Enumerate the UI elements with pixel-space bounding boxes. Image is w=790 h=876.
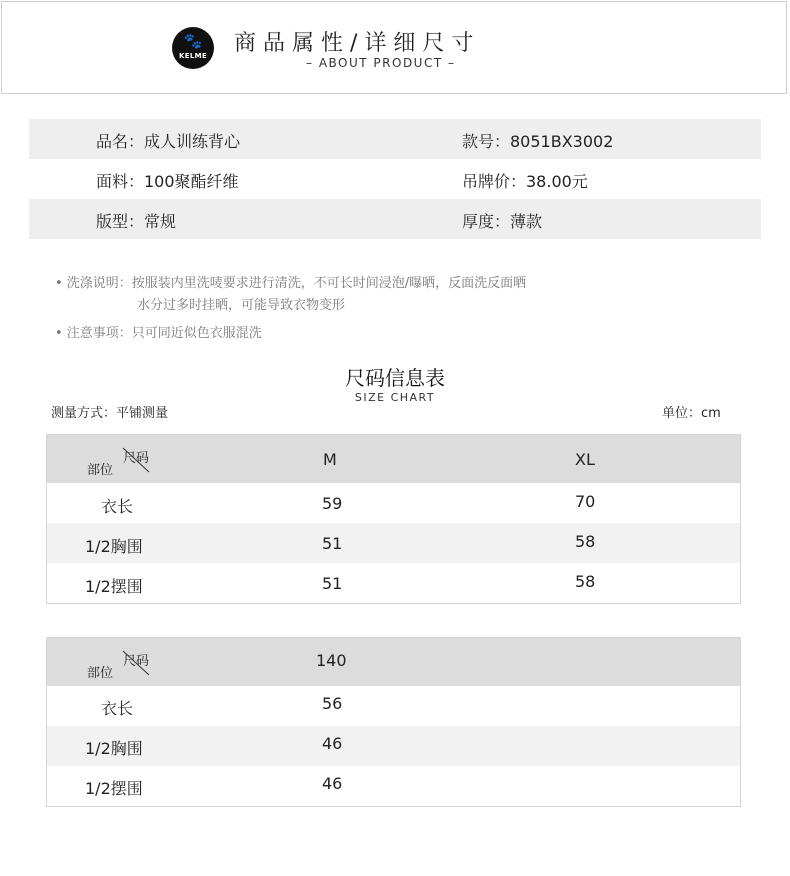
attribute-name: 品名：成人训练背心 <box>96 132 241 151</box>
size-chart-subtitle: SIZE CHART <box>354 391 436 404</box>
size-table-youth <box>46 637 741 807</box>
wash-instructions-cont: 水分过多时挂晒，可能导致衣物变形 <box>137 298 346 313</box>
table-cell: 51 <box>322 574 343 593</box>
corner-size-label: 尺码 <box>123 654 150 669</box>
attribute-code: 款号：8051BX3002 <box>462 132 614 151</box>
part-label: 1/2摆围 <box>85 779 143 798</box>
attribute-price: 吊牌价：38.00元 <box>462 172 588 191</box>
attribute-fit: 版型：常规 <box>96 212 177 231</box>
size-header-m: M <box>323 450 337 469</box>
unit-label: 单位：cm <box>662 406 721 421</box>
kelme-logo <box>172 27 214 69</box>
table-cell: 70 <box>575 492 596 511</box>
table-cell: 46 <box>322 774 343 793</box>
attribute-thickness: 厚度：薄款 <box>462 212 543 231</box>
table-row <box>47 563 740 603</box>
caution-note: • 注意事项：只可同近似色衣服混洗 <box>55 326 262 341</box>
attributes-table <box>29 119 761 239</box>
table-cell: 46 <box>322 734 343 753</box>
wash-instructions: • 洗涤说明：按服装内里洗唛要求进行清洗，不可长时间浸泡/曝晒，反面洗反面晒 <box>55 276 527 291</box>
table-cell: 58 <box>575 572 596 591</box>
corner-part-label: 部位 <box>87 666 114 681</box>
table-cell: 56 <box>322 694 343 713</box>
part-label: 1/2胸围 <box>85 537 143 556</box>
table-cell: 51 <box>322 534 343 553</box>
corner-size-label: 尺码 <box>123 451 150 466</box>
part-label: 衣长 <box>101 699 134 718</box>
table-header-row <box>47 435 740 483</box>
table-row <box>47 726 740 766</box>
header-box <box>1 1 787 94</box>
table-row <box>47 766 740 806</box>
table-cell: 59 <box>322 494 343 513</box>
size-header-xl: XL <box>575 450 595 469</box>
measure-method: 测量方式：平铺测量 <box>51 406 169 421</box>
table-cell: 58 <box>575 532 596 551</box>
logo-text: KELME <box>179 52 207 60</box>
size-header-140: 140 <box>316 651 347 670</box>
attribute-row <box>29 199 761 239</box>
page-title: 商品属性/详细尺寸 <box>234 31 481 56</box>
attribute-row <box>29 159 761 199</box>
table-header-row <box>47 638 740 686</box>
table-row <box>47 686 740 726</box>
part-label: 衣长 <box>101 497 134 516</box>
part-label: 1/2摆围 <box>85 577 143 596</box>
attribute-fabric: 面料：100聚酯纤维 <box>96 172 239 191</box>
paw-icon: 🐾 <box>183 32 203 50</box>
page-subtitle: – ABOUT PRODUCT – <box>306 56 456 70</box>
attribute-row <box>29 119 761 159</box>
diagonal-divider <box>121 649 151 677</box>
corner-part-label: 部位 <box>87 463 114 478</box>
table-row <box>47 483 740 523</box>
table-row <box>47 523 740 563</box>
size-table-adult <box>46 434 741 604</box>
part-label: 1/2胸围 <box>85 739 143 758</box>
size-chart-title: 尺码信息表 <box>345 366 445 390</box>
diagonal-divider <box>121 446 151 474</box>
